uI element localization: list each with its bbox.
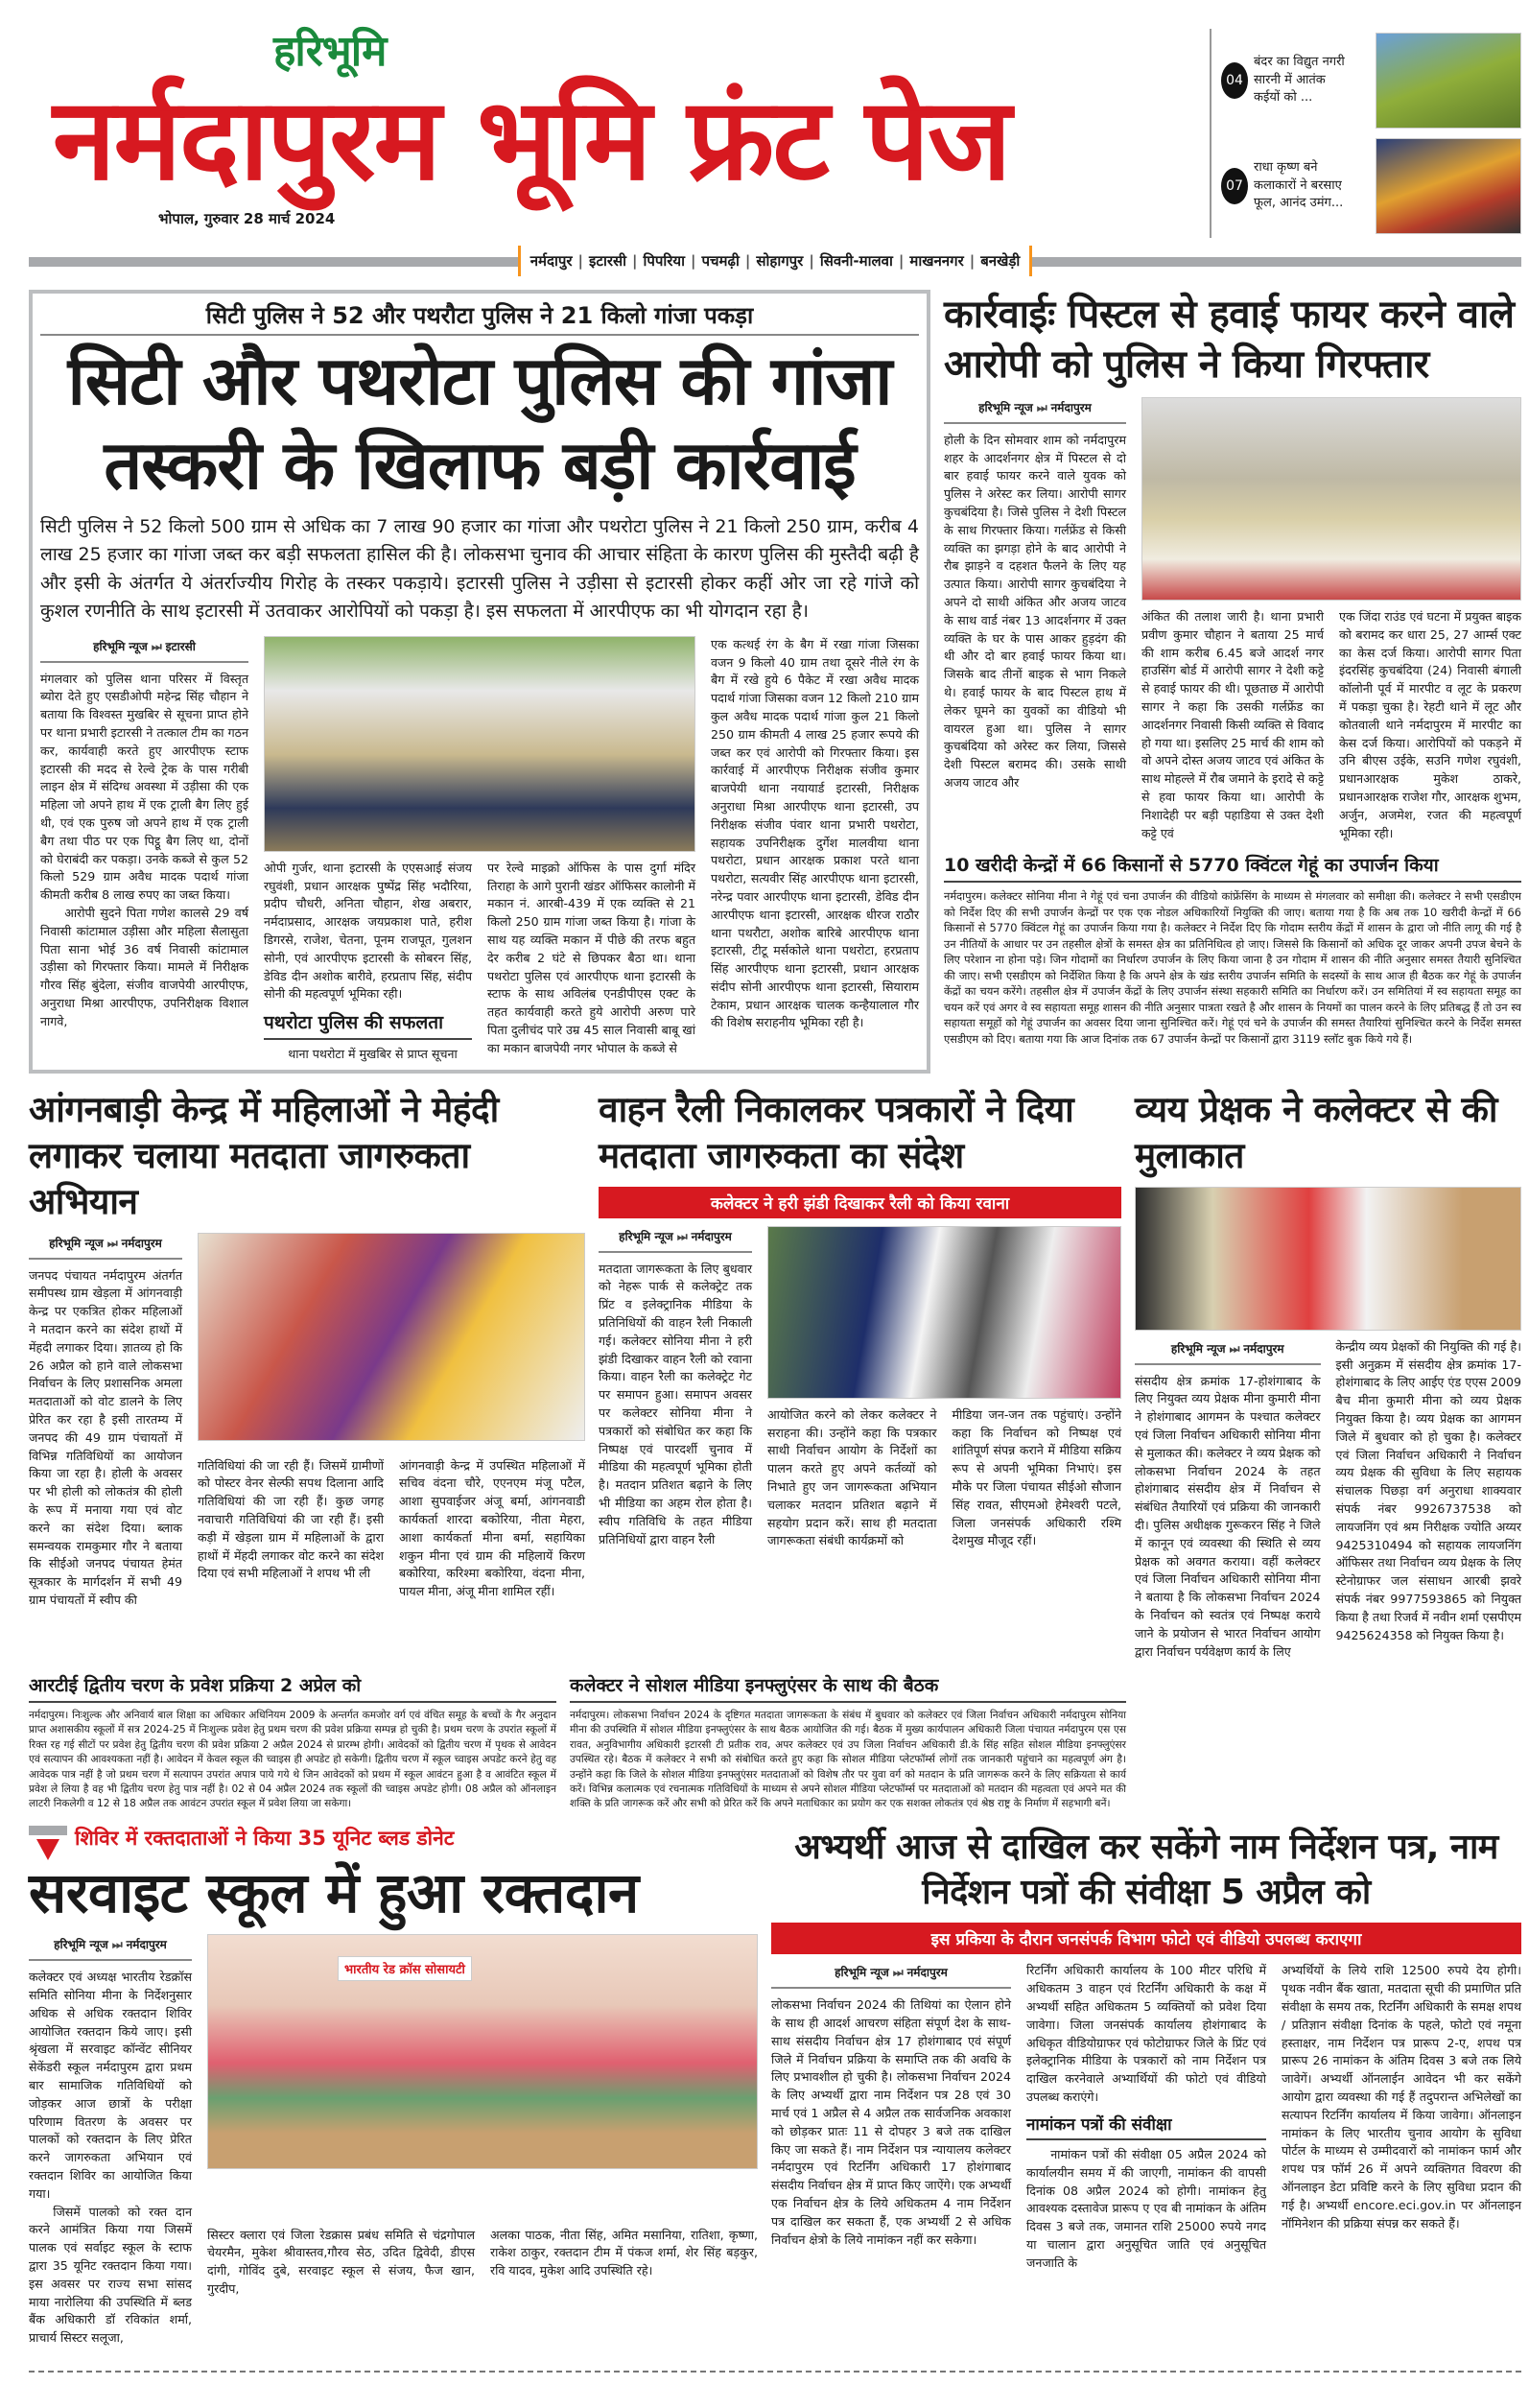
page-number-badge: 04	[1221, 62, 1248, 99]
subhead: पथरोटा पुलिस की सफलता	[264, 1011, 472, 1040]
paragraph: होली के दिन सोमवार शाम को नर्मदापुरम शहर के आदर्शनगर क्षेत्र में पिस्टल से दो बार हवाई फायर करने वाले युवक को पुलिस ने अरेस्ट कर लिया। आरोपी सागर कुचबंदिया है। जिसे पुलिस ने देशी पिस्टल के साथ गिरफ्तार किया। गर्लफ्रेंड से किसी व्यक्ति का झगड़ा होने के बाद आरोपी ने रौब झाड़ने व दहशत फैलने के लिए यह उत्पात किया। आरोपी सागर कुचबंदिया ने अपने दो साथी अंकित और अजय जाटव के साथ वार्ड नंबर 13 आदर्शनगर में उक्त व्यक्ति के घर के पास आकर हुड़दंग की थी और दो बार हवाई फायर किया था। जिसके बाद तीनों बाइक से भाग निकले थे। हवाई फायर के बाद पिस्टल हाथ में लेकर घूमने का युवकों का वीडियो भी वायरल हुआ था। पुलिस ने सागर कुचबंदिया को अरेस्ट कर लिया, जिससे देशी पिस्टल बरामद की। उसके साथी अजय जाटव और	[944, 432, 1126, 790]
pistol-col-1	[944, 397, 1126, 792]
paragraph: संसदीय क्षेत्र क्रमांक 17-होशंगाबाद के लिए नियुक्त व्यय प्रेक्षक मीना कुमारी मीना ने होशंगाबाद आगमन के पश्चात कलेक्टर एवं जिला निर्वाचन अधिकारी सोनिया मीना से मुलाकत की। कलेक्टर ने व्यय प्रेक्षक को लोकसभा निर्वाचन 2024 के तहत होशंगाबाद संसदीय क्षेत्र में निर्वाचन से संबंधित तैयारियों एवं प्रक्रिया की जानकारी दी। पुलिस अधीक्षक गुरूकरन सिंह ने जिले में कानून एवं व्यवस्था की स्थिति से व्यय प्रेक्षक को अवगत कराया। वहीं कलेक्टर एवं जिला निर्वाचन अधिकारी सोनिया मीना ने बताया है कि लोकसभा निर्वाचन 2024 के निर्वाचन को स्वतंत्र एवं निष्पक्ष कराये जाने के प्रयोजन से भारत निर्वाचन आयोग द्वारा निर्वाचन पर्यवेक्षण कार्य के लिए	[1135, 1373, 1321, 1659]
rally-columns	[599, 1226, 1121, 1550]
rally-col-1	[599, 1226, 752, 1549]
city-link[interactable]: पिपरिया	[643, 252, 686, 270]
lead-story	[29, 290, 930, 1074]
blood-story	[29, 1826, 758, 2348]
byline-part: हरिभूमि न्यूज	[93, 639, 148, 653]
row-1	[29, 290, 1521, 1074]
nav-rule	[29, 246, 1521, 276]
anganwadi-col-3	[399, 1457, 585, 1601]
fast-forward-icon: ⏭	[1229, 1341, 1240, 1356]
city-link[interactable]: नर्मदापुर	[529, 252, 573, 270]
rally-strap: कलेक्टर ने हरी झंडी दिखाकर रैली को किया रवाना	[599, 1187, 1121, 1218]
redcross-banner: भारतीय रेड क्रॉस सोसायटी	[338, 1956, 472, 1981]
brand-logo: हरिभूमि	[273, 27, 387, 76]
paragraph: मंगलवार को पुलिस थाना परिसर में विस्तृत ब्योरा देते हुए एसडीओपी महेन्द्र सिंह चौहान ने बताया कि विश्वस्त मुखबिर से सूचना प्राप्त होने पर थाना प्रभारी इटारसी ने तत्काल टीम का गठन कर, कार्यवाही करते हुए आरपीएफ स्टाफ इटारसी की मदद से रेल्वे ट्रेक के पास गरीबी लाइन क्षेत्र में संदिग्ध अवस्था में उड़ीसा की एक महिला जो अपने हाथ में एक ट्राली बैग लिए हुई थी, एवं एक पुरुष जो अपने हाथ में एक ट्राली बैग तथा पीठ पर एक पिट्ठू बैग लिए था, दोनों को घेराबंदी कर पकड़ा। उनके कब्जे से कुल 52 किलो 529 ग्राम अवैध मादक पदार्थ गांजा कीमती करीब 8 लाख रुपए का जब्त किया।	[40, 671, 248, 903]
paragraph: पर रेल्वे माइक्रो ऑफिस के पास दुर्गा मंदिर तिराहा के आगे पुरानी खंडर ऑफिसर कालोनी में मकान नं. आरबी-439 में एक व्यक्ति से 21 किलो 250 ग्राम गांजा जब्त किया है। गांजा के साथ यह व्यक्ति मकान में पीछे की तरफ बहुत देर करीब 2 घंटे से छिपकर बैठा था। थाना पथरोटा पुलिस एवं आरपीएफ थाना इटारसी के स्टाफ के साथ अविलंब एनडीपीएस एक्ट के तहत कार्यवाही करते हुये आरोपी अरुण पारे पिता दुलीचंद पारे उम्र 45 साल निवासी बाबू खां का मकान बाजपेयी नगर भोपाल के कब्जे से	[487, 860, 695, 1055]
social-body: नर्मदापुरम। लोकसभा निर्वाचन 2024 के दृष्टिगत मतदाता जागरूकता के संबंध में बुधवार को कलेक्टर एवं जिला निर्वाचन अधिकारी नर्मदापुरम सोनिया मीना की उपस्थिति में सोशल मीडिया इनफ्लुएंसर के साथ बैठक आयोजित की गई। बैठक में मुख्य कार्यपालन अधिकारी जिला पंचायत नर्मदापुरम एस एस रावत, अनुविभागीय अधिकारी इटारसी टी प्रतीक राव, अपर कलेक्टर एवं उप जिला निर्वाचन अधिकारी डी.के सिंह सहित सोशल मीडिया इनफ्लुएंसर उपस्थित रहे। बैठक में कलेक्टर ने सभी को संबोधित करते हुए कहा कि सोशल मीडिया प्लेटफॉर्म्स लोगों तक जानकारी पहुंचाने का महत्वपूर्ण अंग है। उन्होंने कहा कि जिले के सोशल मीडिया इनफ्लुएंसर मतदाताओं को विशेष तौर पर युवा वर्ग को मतदान के प्रति जागरूक करने के लिए सक्रियता से कार्य करें। विभिन्न कलात्मक एवं रचनात्मक गतिविधियों के माध्यम से अपने सोशल मीडिया प्लेटफॉर्म्स पर मतदाताओं को मतदान की महत्वता एवं अपने मत की शक्ति के प्रति जागरूक करें और सभी को प्रेरित करें कि अपने मताधिकार का प्रयोग कर एक सशक्त लोकतंत्र एवं श्रेष्ठ राष्ट्र के निर्माण में सहभागी बनें।	[570, 1710, 1126, 1810]
page-end-rule	[29, 2371, 1521, 2373]
byline	[771, 1962, 1011, 1989]
rally-col-3	[953, 1406, 1122, 1550]
fast-forward-icon: ⏭	[892, 1966, 904, 1980]
byline-part: हरिभूमि न्यूज	[619, 1229, 673, 1243]
separator: |	[691, 252, 696, 270]
byline-part: नर्मदापुरम	[691, 1229, 732, 1243]
page-title: नर्मदापुरम भूमि फ्रंट पेज	[53, 73, 1010, 206]
mehndi-photo	[198, 1233, 585, 1441]
city-link[interactable]: इटारसी	[589, 252, 626, 270]
city-link[interactable]: सिवनी-मालवा	[819, 252, 893, 270]
blood-col-1	[29, 1934, 192, 2348]
paragraph: गतिविधियां की जा रही हैं। जिसमें ग्रामीणों को पोस्टर वेनर सेल्फी सपथ दिलाना आदि गतिविधियां की जा रही हैं। कुछ जगह नवाचारी गतिविधियां की जा रही हैं। इसी कड़ी में खेड़ला ग्राम में महिलाओं के द्वारा हाथों में मेंहदी लगाकर वोट करने का संदेश दिया एवं सभी महिलाओं ने शपथ भी ली	[198, 1457, 384, 1581]
blood-columns	[29, 1934, 758, 2348]
fast-forward-icon: ⏭	[1036, 401, 1047, 414]
paragraph: जनपद पंचायत नर्मदापुरम अंतर्गत समीपस्थ ग्राम खेड़ला में आंगनवाड़ी केन्द्र पर एकत्रित होकर महिलाओं ने मतदान करने का संदेश हाथों में मेंहदी लगाकर दिया। ज्ञातव्य हो कि 26 अप्रैल को हाने वाले लोकसभा निर्वाचन के लिए प्रशासनिक अमला मतदाताओं को वोट डालने के लिए प्रेरित कर रहा है इसी तारतम्य में जनपद की 49 ग्राम पंचायतों में विभिन्न गतिविधियों का आयोजन किया जा रहा है। होली के अवसर पर भी होली को लोकतंत्र की होली के रूप में मनाया गया एवं वोट करने का संदेश दिया। ब्लाक समन्वयक रामकुमार गौर ने बताया कि सीईओ जनपद पंचायत हेमंत सूत्रकार के मार्गदर्शन में सभी 49 ग्राम पंचायतों में स्वीप की	[29, 1267, 182, 1608]
city-link[interactable]: पचमढ़ी	[701, 252, 740, 270]
byline	[29, 1233, 182, 1260]
blood-camp-photo	[207, 1934, 758, 2169]
byline-part: हरिभूमि न्यूज	[978, 401, 1033, 414]
teaser-text: बंदर का विद्युत नगरी सारनी में आतंक कईयों को ...	[1254, 54, 1345, 106]
rally-headline: वाहन रैली निकालकर पत्रकारों ने दिया मतदाता जागरुकता का संदेश	[599, 1088, 1074, 1176]
city-link[interactable]: माखननगर	[909, 252, 964, 270]
inside-teasers	[1210, 29, 1521, 238]
separator: |	[809, 252, 814, 270]
byline-part: नर्मदापुरम	[1243, 1341, 1284, 1356]
lead-col-3	[487, 860, 695, 1058]
pistol-col-3	[1339, 608, 1521, 842]
police-station-photo	[264, 636, 695, 852]
separator: |	[744, 252, 751, 270]
row-3	[29, 1674, 1521, 1812]
anganwadi-headline: आंगनबाड़ी केन्द्र में महिलाओं ने मेहंदी लगाकर चलाया मतदाता जागरुकता अभियान	[29, 1088, 499, 1222]
paragraph: सिस्टर क्लारा एवं जिला रेडक्रास प्रबंध समिति से चंद्रगोपाल चेयरमैन, मुकेश श्रीवास्तव,गौरव सेठ, उदित द्विवेदी, डीएस दांगी, गोविंद दुबे, सरवाइट स्कूल से संजय, फैज खान, गुरदीप,	[207, 2227, 475, 2297]
nomination-headline: अभ्यर्थी आज से दाखिल कर सकेंगे नाम निर्देशन पत्र, नाम निर्देशन पत्रों की संवीक्षा 5 अप्रैल को	[794, 1827, 1498, 1912]
social-headline: कलेक्टर ने सोशल मीडिया इनफ्लुएंसर के साथ की बैठक	[570, 1674, 1126, 1703]
rally-col-2	[767, 1406, 937, 1550]
pistol-col-2	[1141, 608, 1324, 842]
paragraph: नामांकन पत्रों की संवीक्षा 05 अप्रैल 2024 को कार्यालयीन समय में की जाएगी, नामांकन की वापसी दिनांक 08 अप्रैल 2024 को होगी। नामांकन हेतु आवश्यक दस्तावेज प्रारूप ए एव बी नामांकन के अंतिम दिवस 3 बजे तक, जमानत राशि 25000 रुपये नगद या चालान द्वारा अनुसूचित जाति एवं अनुसूचित जनजाति के	[1026, 2146, 1266, 2270]
paragraph: मीडिया जन-जन तक पहुंचाएं। उन्होंने कहा कि निर्वाचन को निष्पक्ष एवं शांतिपूर्ण संपन्न कराने में मीडिया सक्रिय रूप से अपनी भूमिका निभाएं। इस मौके पर जिला पंचायत सीईओ सौजान सिंह रावत, सीएमओ हेमेश्वरी पटले, जिला जनसंपर्क अधिकारी रश्मि देशमुख मौजूद रहीं।	[952, 1406, 1121, 1548]
paragraph: आयोजित करने को लेकर कलेक्टर ने सराहना की। उन्होंने कहा कि पत्रकार साथी निर्वाचन आयोग के निर्देशों का पालन करते हुए अपने कर्तव्यों को निभाते हुए जन जागरूकता अभियान चलाकर मतदान प्रतिशत बढ़ाने में सहयोग प्रदान करें। साथ ही मतदाता जागरूकता संबंधी कार्यक्रमों को	[767, 1406, 937, 1548]
triangle-icon	[36, 1839, 59, 1860]
rte-body: नर्मदापुरम। निःशुल्क और अनिवार्य बाल शिक्षा का अधिकार अधिनियम 2009 के अन्तर्गत कमजोर वर्ग एवं वंचित समूह के बच्चों के गैर अनुदान प्राप्त अशासकीय स्कूलों में सत्र 2024-25 में निःशुल्क प्रवेश हेतु प्रथम चरण की प्रवेश प्रक्रिया सम्पन्न हो चुकी है। प्रथम चरण के उपरांत स्कूलों में रिक्त रह गई सीटों पर प्रवेश हेतु द्वितीय चरण की प्रवेश प्रक्रिया 2 अप्रैल 2024 से प्रारम्भ होगी। आवेदकों को द्वितीय चरण में पृथक से आवेदन एवं सत्यापन की आवश्यकता नहीं है। आवेदन में केवल स्कूल की च्वाइस ही अपडेट हो सकेगी। द्वितीय चरण में स्कूल च्वाइस अपडेट करने हेतु वह आवेदक पात्र नहीं है जो प्रथम चरण में सत्यापन उपरांत अपात्र पाये गये थे जिन आवेदकों को प्रथम में स्कूल आवंटन हुआ है व आवंटित स्कूल में प्रवेश ले लिया है वह भी द्वितीय चरण हेतु पात्र नहीं है। 02 से 04 अप्रैल 2024 तक स्कूलों की च्वाइस अपडेट होगी। 08 अप्रैल को ऑनलाइन लाटरी निकलेगी व 12 से 18 अप्रैल तक आवंटन उपरांत स्कूल में प्रवेश लिया जा सकेगा।	[29, 1710, 556, 1810]
separator: |	[577, 252, 584, 270]
pistol-story	[944, 290, 1521, 842]
byline-part: नर्मदापुरम	[121, 1236, 162, 1250]
masthead-left	[29, 29, 1190, 228]
paragraph: आंगनवाड़ी केन्द्र में उपस्थित महिलाओं में सचिव वंदना चौरे, एएनएम मंजू पटैल, आशा सुपवाईजर अंजू बर्मा, आंगनवाडी कार्यकर्ता शारदा बकोरिया, नीता मेहरा, आशा कार्यकर्ता मीना बर्मा, सहायिका शकुन मीना एवं ग्राम की महिलायें किरण बकोरिया, करिश्मा बकोरिया, वंदना मीना, पायल मीना, अंजू मीना शामिल रहीं।	[399, 1457, 585, 1599]
anganwadi-columns	[29, 1233, 585, 1610]
teaser-text: राधा कृष्ण बने कलाकारों ने बरसाए फूल, आनंद उमंग...	[1254, 159, 1344, 211]
paragraph: अलका पाठक, नीता सिंह, अमित मसानिया, रातिशा, कृष्णा, राकेश ठाकुर, रक्तदान टीम में पंकज शर्मा, शेर सिंह बड़कुर, रवि यादव, मुकेश आदि उपस्थिति रहे।	[490, 2227, 758, 2278]
nomination-col-1	[771, 1962, 1011, 2249]
byline-part: नर्मदापुरम	[126, 1938, 167, 1952]
wheat-body: नर्मदापुरम। कलेक्टर सोनिया मीना ने गेहूं एवं चना उपार्जन की वीडियो कांफ्रेंसिंग के माध्यम से मंगलवार को समीक्षा की। कलेक्टर ने सभी एसडीएम को निर्देश दिए की सभी उपार्जन केन्द्रों पर एक एक नोडल अधिकारियों नियुक्ति की जाए। बताया गया है कि अब तक 10 खरीदी केन्द्रों में 66 किसानों से 5770 क्विंटल गेहूं का उपार्जन किया गया है। कलेक्टर ने निर्देश दिए कि गोदाम स्तरीय केंद्रों में शासन के द्वारा जो नीति लागू की गई है उन नीतियों के आधार पर उन तहसील क्षेत्रों के समस्त क्षेत्र का प्रतिनिधित्व हो जाए। जिससे कि किसानों को अधिक दूर जाकर अपनी उपज बेचने के लिए परेशान ना होना पड़े। जिन गोदामों का निर्धारण उपार्जन के लिए किया जाना है उन गोदाम में शासन की नीति अनुसार समस्त तैयारी सुनिश्चित की जाए। सभी एसडीएम को निर्देशित किया है कि अपने क्षेत्र के खंड स्तरीय उपार्जन समिति के सदस्यों के साथ आज ही बैठक कर गेहूं के उपार्जन केंद्रों का चयन करेंगे। तहसील क्षेत्र में उपार्जन केंद्रों के लिए उपार्जन संस्था सहकारी समिति का निर्धारण करें। उन समितियां में स्व सहायता समूह का चयन करें एवं अगर वे स्व सहायता समूह शासन की नीति अनुसार पात्रता रखते है और शासन के नियमों का पालन करने के लिए प्रतिबद्ध हैं तो उन स्व सहायता समूहों को गेहूं उपार्जन का अवसर दिया जाना सुनिश्चित करें। गेहूं एवं चने के उपार्जन की समस्त तैयारियां सुनिश्चित करने के निर्देश समस्त एसडीएम को दिए। बताया गया कि आज दिनांक तक 67 उपार्जन केन्द्रों पर किसानों द्वारा 3119 स्लॉट बुक किये गये हैं।	[944, 889, 1521, 1046]
nomination-columns	[771, 1962, 1521, 2272]
pistol-headline: कार्रवाईः पिस्टल से हवाई फायर करने वाले आरोपी को पुलिस ने किया गिरफ्तार	[944, 293, 1515, 387]
byline-part: नर्मदापुरम	[906, 1966, 948, 1980]
row-2	[29, 1087, 1521, 1662]
paragraph: अंकित की तलाश जारी है। थाना प्रभारी प्रवीण कुमार चौहान ने बताया 25 मार्च की शाम करीब 6.45 बजे आदर्श नगर हाउसिंग बोर्ड में आरोपी सागर ने देशी कट्टे से हवाई फायर की थी। पूछताछ में आरोपी सागर ने कहा कि उसकी गर्लफ्रेंड का आदर्शनगर निवासी किसी व्यक्ति से विवाद हो गया था। इसलिए 25 मार्च की शाम को वो अपने दोस्त अजय जाटव एवं अंकित के साथ मोहल्ले में रौब जमाने के इरादे से कट्टे से हवा फायर किया था। आरोपी के निशादेही पर बड़ी पहाडिया से उक्त देशी कट्टे एवं	[1141, 609, 1324, 840]
paragraph: थाना पथरोटा में मुखबिर से प्राप्त सूचना	[288, 1046, 458, 1061]
lead-kicker: सिटी पुलिस ने 52 और पथरौटा पुलिस ने 21 किलो गांजा पकड़ा	[40, 299, 919, 336]
row-4	[29, 1826, 1521, 2348]
kicker-mark	[29, 1826, 67, 1860]
blood-kicker: शिविर में रक्तदाताओं ने किया 35 यूनिट ब्लड डोनेट	[75, 1826, 455, 1850]
rte-headline: आरटीई द्वितीय चरण के प्रवेश प्रक्रिया 2 अप्रेल को	[29, 1674, 556, 1703]
separator: |	[969, 252, 976, 270]
lead-col-2	[264, 860, 472, 1064]
teaser-photo	[1376, 33, 1521, 129]
anganwadi-story	[29, 1087, 585, 1610]
paragraph: रिटर्निंग अधिकारी कार्यालय के 100 मीटर परिधि में अधिकतम 3 वाहन एवं रिटर्निंग अधिकारी के कक्ष में अभ्यर्थी सहित अधिकतम 5 व्यक्तियों को प्रवेश दिया जावेगा। जिला जनसंपर्क कार्यालय होशंगाबाद के अधिकृत वीडियोग्राफर एवं फोटोग्राफर जिले के प्रिंट एवं इलेक्ट्रानिक मीडिया के पत्रकारों को नाम निर्देशन पत्र दाखिल करनेवाले अभ्यार्थियों की फोटो एवं वीडियो उपलब्ध कराएंगे।	[1026, 1963, 1266, 2105]
separator: |	[898, 252, 905, 270]
meeting-photo	[1135, 1187, 1521, 1331]
teaser-photo	[1376, 138, 1521, 234]
byline-part: हरिभूमि न्यूज	[1170, 1341, 1226, 1356]
paragraph: मतदाता जागरूकता के लिए बुधवार को नेहरू पार्क से कलेक्ट्रेट तक प्रिंट व इलेक्ट्रानिक मीडिया के प्रतिनिधियों की वाहन रैली निकाली गई। कलेक्टर सोनिया मीना ने हरी झंडी दिखाकर वाहन रैली को रवाना किया। वाहन रैली का कलेक्ट्रेट गेट पर समापन हुआ। समापन अवसर पर कलेक्टर सोनिया मीना ने पत्रकारों को संबोधित कर कहा कि निष्पक्ष एवं पारदर्शी चुनाव में मीडिया की महत्वपूर्ण भूमिका होती है। मतदान प्रतिशत बढ़ाने के लिए भी मीडिया का अहम रोल होता है। स्वीप गतिविधि के तहत मीडिया प्रतिनिधियों द्वारा वाहन रैली	[599, 1261, 752, 1546]
paragraph: आरोपी सुदने पिता गणेश कालसे 29 वर्ष निवासी कांटामाल उड़ीसा और महिला सैलासुता पिता साना भोई 36 वर्ष निवासी कांटामाल उड़ीसा को गिरफ्तार किया। मामले में निरीक्षक गौरव सिंह बुंदेला, संजीव वाजपेयी आरपीएफ, अनुराधा मिश्रा आरपीएफ, उपनिरीक्षक विशाल नागवे,	[40, 905, 248, 1028]
paragraph: ओपी गुर्जर, थाना इटारसी के एएसआई संजय रघुवंशी, प्रधान आरक्षक पुष्पेंद्र सिंह भदौरिया, प्रदीप चौधरी, अनिता चौहान, शेख अबरार, नर्मदाप्रसाद, आरक्षक जयप्रकाश पाते, हरीश डिगरसे, राजेश, चेतना, पूनम राजपूत, गुलशन सोनी, एवं आरपीएफ इटारसी के सोबरन सिंह, डेविड दीन अशोक बारीवे, हरप्रताप सिंह, संदीप सोनी की महत्वपूर्ण भूमिका रही।	[264, 860, 472, 1002]
expense-story	[1135, 1087, 1521, 1662]
rally-story	[599, 1087, 1121, 1551]
expense-columns	[1135, 1187, 1521, 1662]
subhead: नामांकन पत्रों की संवीक्षा	[1026, 2114, 1266, 2140]
rte-story	[29, 1674, 556, 1812]
separator: |	[632, 252, 638, 270]
fast-forward-icon: ⏭	[676, 1229, 688, 1243]
expense-col-1	[1135, 1338, 1321, 1662]
blood-headline: सरवाइट स्कूल में हुआ रक्तदान	[29, 1859, 639, 1925]
blood-col-3	[490, 2227, 758, 2280]
byline-part: नर्मदापुरम	[1050, 401, 1092, 414]
kicker-rule	[29, 1826, 67, 1835]
byline-part: हरिभूमि न्यूज	[835, 1966, 889, 1980]
page-number-badge: 07	[1221, 168, 1248, 204]
lead-col-4	[711, 636, 919, 1033]
blood-kicker-row	[29, 1826, 758, 1860]
byline-part: हरिभूमि न्यूज	[49, 1236, 104, 1250]
paragraph: अभ्यर्थियों के लिये राशि 12500 रुपये देय होगी। पृथक नवीन बैंक खाता, मतदाता सूची की प्रमाणित प्रति संवीक्षा के समय तक, रिटर्निंग अधिकारी के समक्ष शपथ / प्रतिज्ञान संवीक्षा दिनांक के पहले, फोटो एवं नमूना हस्ताक्षर, नाम निर्देशन पत्र प्रारूप 2-ए, शपथ पत्र प्रारूप 26 नामांकन के अंतिम दिवस 3 बजे तक लिये जावेगें। अभ्यर्थी ऑनलाईन आवेदन भी कर सकेंगे आयोग द्वारा व्यवस्था की गई हैं तदुपरान्त अभिलेखों का सत्यापन रिटर्निंग कार्यालय में किया जावेगा। ऑनलाइन नामांकन के लिए भारतीय चुनाव आयोग के सुविधा पोर्टल के माध्यम से उम्मीदवारों को नामांकन फार्म और शपथ पत्र फॉर्म 26 में अपने व्यक्तिगत विवरण की ऑनलाइन डेटा प्रविष्टि करने के लिए सुविधा प्रदान की गई है। अभ्यर्थी encore.eci.gov.in पर ऑनलाइन नॉमिनेशन की प्रक्रिया संपन्न कर सकते हैं।	[1282, 1963, 1521, 2231]
byline-part: हरिभूमि न्यूज	[54, 1938, 108, 1952]
blood-col-2	[207, 2227, 475, 2299]
pistol-columns	[944, 397, 1521, 842]
paragraph: एक जिंदा राउंड एवं घटना में प्रयुक्त बाइक को बरामद कर धारा 25, 27 आर्म्स एक्ट का केस दर्ज किया। आरोपी सागर पिता इंदरसिंह कुचबंदिया (24) निवासी बंगाली कॉलोनी पूर्व में मारपीट व लूट के प्रकरण में पकड़ा चुका है। रेहटी थाने में लूट और कोतवाली थाने नर्मदापुरम में मारपीट का केस दर्ज किया। आरोपियों को पकड़ने में उनि बीएस उईके, सउनि गणेश रघुवंशी, प्रधानआरक्षक मुकेश ठाकरे, प्रधानआरक्षक राजेश गौर, आरक्षक शुभम, अर्जुन, अजमेश, रजत की महत्वपूर्ण भूमिका रही।	[1339, 609, 1521, 840]
rally-photo	[767, 1226, 1121, 1399]
paragraph: एक कत्थई रंग के बैग में रखा गांजा जिसका वजन 9 किलो 40 ग्राम तथा दूसरे नीले रंग के बैग में रखे हुये 6 पैकेट में रखा अवैध मादक पदार्थ गांजा जिसका वजन 12 किलो 210 ग्राम कुल अवैध मादक पदार्थ गांजा कुल 21 किलो 250 ग्राम कीमती 4 लाख 25 हजार रूपये की जब्त कर एवं आरोपी को गिरफ्तार किया। इस कार्रवाई में आरपीएफ निरीक्षक संजीव कुमार बाजपेयी थाना नयायार्ड इटारसी, निरीक्षक अनुराधा मिश्रा आरपीएफ थाना इटारसी, उप निरीक्षक संजीव पंवार थाना प्रभारी पथरोटा, सहायक उपनिरीक्षक दुर्गेश मालवीया थाना पथरोटा, प्रधान आरक्षक प्रकाश परते थाना पथरोटा, सत्यवीर सिंह आरपीएफ थाना इटारसी, नरेन्द्र पवार आरपीएफ थाना इटारसी, डेविड दीन आरपीएफ थाना इटारसी, आरक्षक धीरज राठौर थाना पथरौटा, अशोक बारिबे आरपीएफ थाना इटारसी, टीटू मर्सकोले थाना पथरोटा, हरप्रताप सिंह आरपीएफ थाना इटारसी, प्रधान आरक्षक संदीप सोनी आरपीएफ थाना इटारसी, सियाराम टेकाम, प्रधान आरक्षक चालक कन्हैयालाल गौर की विशेष सराहनीय भूमिका रही है।	[711, 636, 919, 1030]
city-link[interactable]: सोहागपुर	[756, 252, 804, 270]
paragraph: कलेक्टर एवं अध्यक्ष भारतीय रेडक्रॉस समिति सोनिया मीना के निर्देशनुसार अधिक से अधिक रक्तदान शिविर आयोजित रक्तदान किये जाए। इसी श्रृंखला में सरवाइट कॉन्वेंट सीनियर सेकेंडरी स्कूल नर्मदापुरम द्वारा प्रथम बार सामाजिक गतिविधियों को जोड़कर आज छात्रों के परीक्षा परिणाम वितरण के अवसर पर पालकों को रक्तदान के लिए प्रेरित करने जागरुकता अभियान एवं रक्तदान शिविर का आयोजित किया गया।	[29, 1970, 192, 2201]
masthead	[29, 29, 1521, 238]
social-story	[570, 1674, 1126, 1812]
expense-headline: व्यय प्रेक्षक ने कलेक्टर से की मुलाकात	[1135, 1088, 1497, 1176]
lead-deck: सिटी पुलिस ने 52 किलो 500 ग्राम से अधिक का 7 लाख 90 हजार का गांजा और पथरोटा पुलिस ने 21 किलो 250 ग्राम, करीब 4 लाख 25 हजार का गांजा जब्त कर बड़ी सफलता हासिल की है। लोकसभा चुनाव की आचार संहिता के कारण पुलिस की मुस्तैदी बढ़ी है और इसी के अंतर्गत ये अंतर्राज्यीय गिरोह के तस्कर पकड़ाये। इटारसी पुलिस ने उड़ीसा से इटारसी होकर कहीं ओर जा रहे गांजे को कुशल रणनीति के साथ इटारसी में उतवाकर आरोपियों को पकड़ा है। इस सफलता में आरपीएफ का भी योगदान रहा है।	[40, 516, 919, 623]
byline-part: इटारसी	[165, 639, 196, 653]
teaser-item[interactable]	[1221, 138, 1521, 234]
lead-columns	[40, 636, 919, 1064]
wheat-headline: 10 खरीदी केन्द्रों में 66 किसानों से 5770 क्विंटल गेहूं का उपार्जन किया	[944, 854, 1521, 883]
byline	[944, 397, 1126, 424]
anganwadi-col-2	[198, 1457, 384, 1584]
arrest-photo	[1141, 397, 1521, 601]
fast-forward-icon: ⏭	[151, 639, 162, 653]
right-column	[944, 290, 1521, 1047]
city-link[interactable]: बनखेड़ी	[980, 252, 1021, 270]
byline	[1135, 1338, 1321, 1365]
teaser-item[interactable]	[1221, 33, 1521, 129]
byline	[40, 636, 248, 663]
paragraph: केन्द्रीय व्यय प्रेक्षकों की नियुक्ति की गई है। इसी अनुक्रम में संसदीय क्षेत्र क्रमांक 17-होशंगाबाद के लिए आईए एंड एएस 2009 बैच मीना कुमारी मीना को व्यय प्रेक्षक नियुक्त किया है। व्यय प्रेक्षक का आगमन जिले में बुधवार को हो चुका है। कलेक्टर एवं जिला निर्वाचन अधिकारी ने निर्वाचन व्यय प्रेक्षक की सुविधा के लिए सहायक संचालक पिछड़ा वर्ग अनुराधा शाक्यवार संपर्क नंबर 9926737538 को लायजनिंग एवं श्रम निरीक्षक ज्योति अय्यर 9425310494 को सहायक लायजनिंग ऑफिसर तथा निर्वाचन व्यय प्रेक्षक के लिए स्टेनोग्राफर जल संसाधन आरबी झवरे संपर्क नंबर 9977593865 को नियुक्त किया है तथा रिजर्व में नवीन शर्मा एसपीएम 9425624358 को नियुक्त किया है।	[1335, 1338, 1521, 1642]
nomination-col-3	[1282, 1962, 1521, 2232]
wheat-story	[944, 854, 1521, 1047]
nomination-story	[771, 1826, 1521, 2273]
paragraph: लोकसभा निर्वाचन 2024 की तिथियां का ऐलान होने के साथ ही आदर्श आचरण संहिता संपूर्ण देश के साथ-साथ संसदीय निर्वाचन क्षेत्र 17 होशंगाबाद एवं संपूर्ण जिले में निर्वाचन प्रक्रिया के समाप्ति तक की अवधि के लिए प्रभावशील हो चुकी है। लोकसभा निर्वाचन 2024 के लिए अभ्यर्थी द्वारा नाम निर्देशन पत्र 28 एवं 30 मार्च एवं 1 अप्रैल से 4 अप्रैल तक सार्वजनिक अवकाश को छोड़कर प्रातः 11 से दोपहर 3 बजे तक दाखिल किए जा सकते हैं। नाम निर्देशन पत्र न्यायालय कलेक्टर नर्मदापुरम एवं रिटर्निंग अधिकारी 17 होशंगाबाद संसदीय निर्वाचन क्षेत्र में प्राप्त किए जाऐंगे। एक अभ्यर्थी एक निर्वाचन क्षेत्र के लिये अधिकतम 4 नाम निर्देशन पत्र दाखिल कर सकता हैं, एक अभ्यर्थी 2 से अधिक निर्वाचन क्षेत्रो के लिये नामांकन नहीं कर सकेगा।	[771, 1997, 1011, 2247]
paragraph: जिसमें पालको को रक्त दान करने आमंत्रित किया गया जिसमें पालक एवं सर्वाइट स्कूल के स्टाफ द्वारा 35 यूनिट रक्तदान किया गया। इस अवसर पर राज्य सभा सांसद माया नारोलिया की उपस्थिति में ब्लड बैंक अधिकारी डॉ रविकांत शर्मा, प्राचार्य सिस्टर सलूजा,	[29, 2204, 192, 2346]
byline	[29, 1934, 192, 1961]
city-nav	[518, 246, 1033, 276]
lead-col-1	[40, 636, 248, 1031]
byline	[599, 1226, 752, 1253]
lead-headline: सिटी और पथरोटा पुलिस की गांजा तस्करी के खिलाफ बड़ी कार्रवाई	[67, 342, 892, 505]
nomination-col-2	[1026, 1962, 1266, 2272]
edition-date: भोपाल, गुरुवार 28 मार्च 2024	[158, 210, 336, 228]
expense-col-2	[1336, 1338, 1522, 1645]
anganwadi-col-1	[29, 1233, 182, 1610]
fast-forward-icon: ⏭	[111, 1938, 123, 1952]
fast-forward-icon: ⏭	[106, 1236, 118, 1250]
nomination-strap: इस प्रकिया के दौरान जनसंपर्क विभाग फोटो एवं वीडियो उपलब्ध कराएगा	[771, 1923, 1521, 1954]
